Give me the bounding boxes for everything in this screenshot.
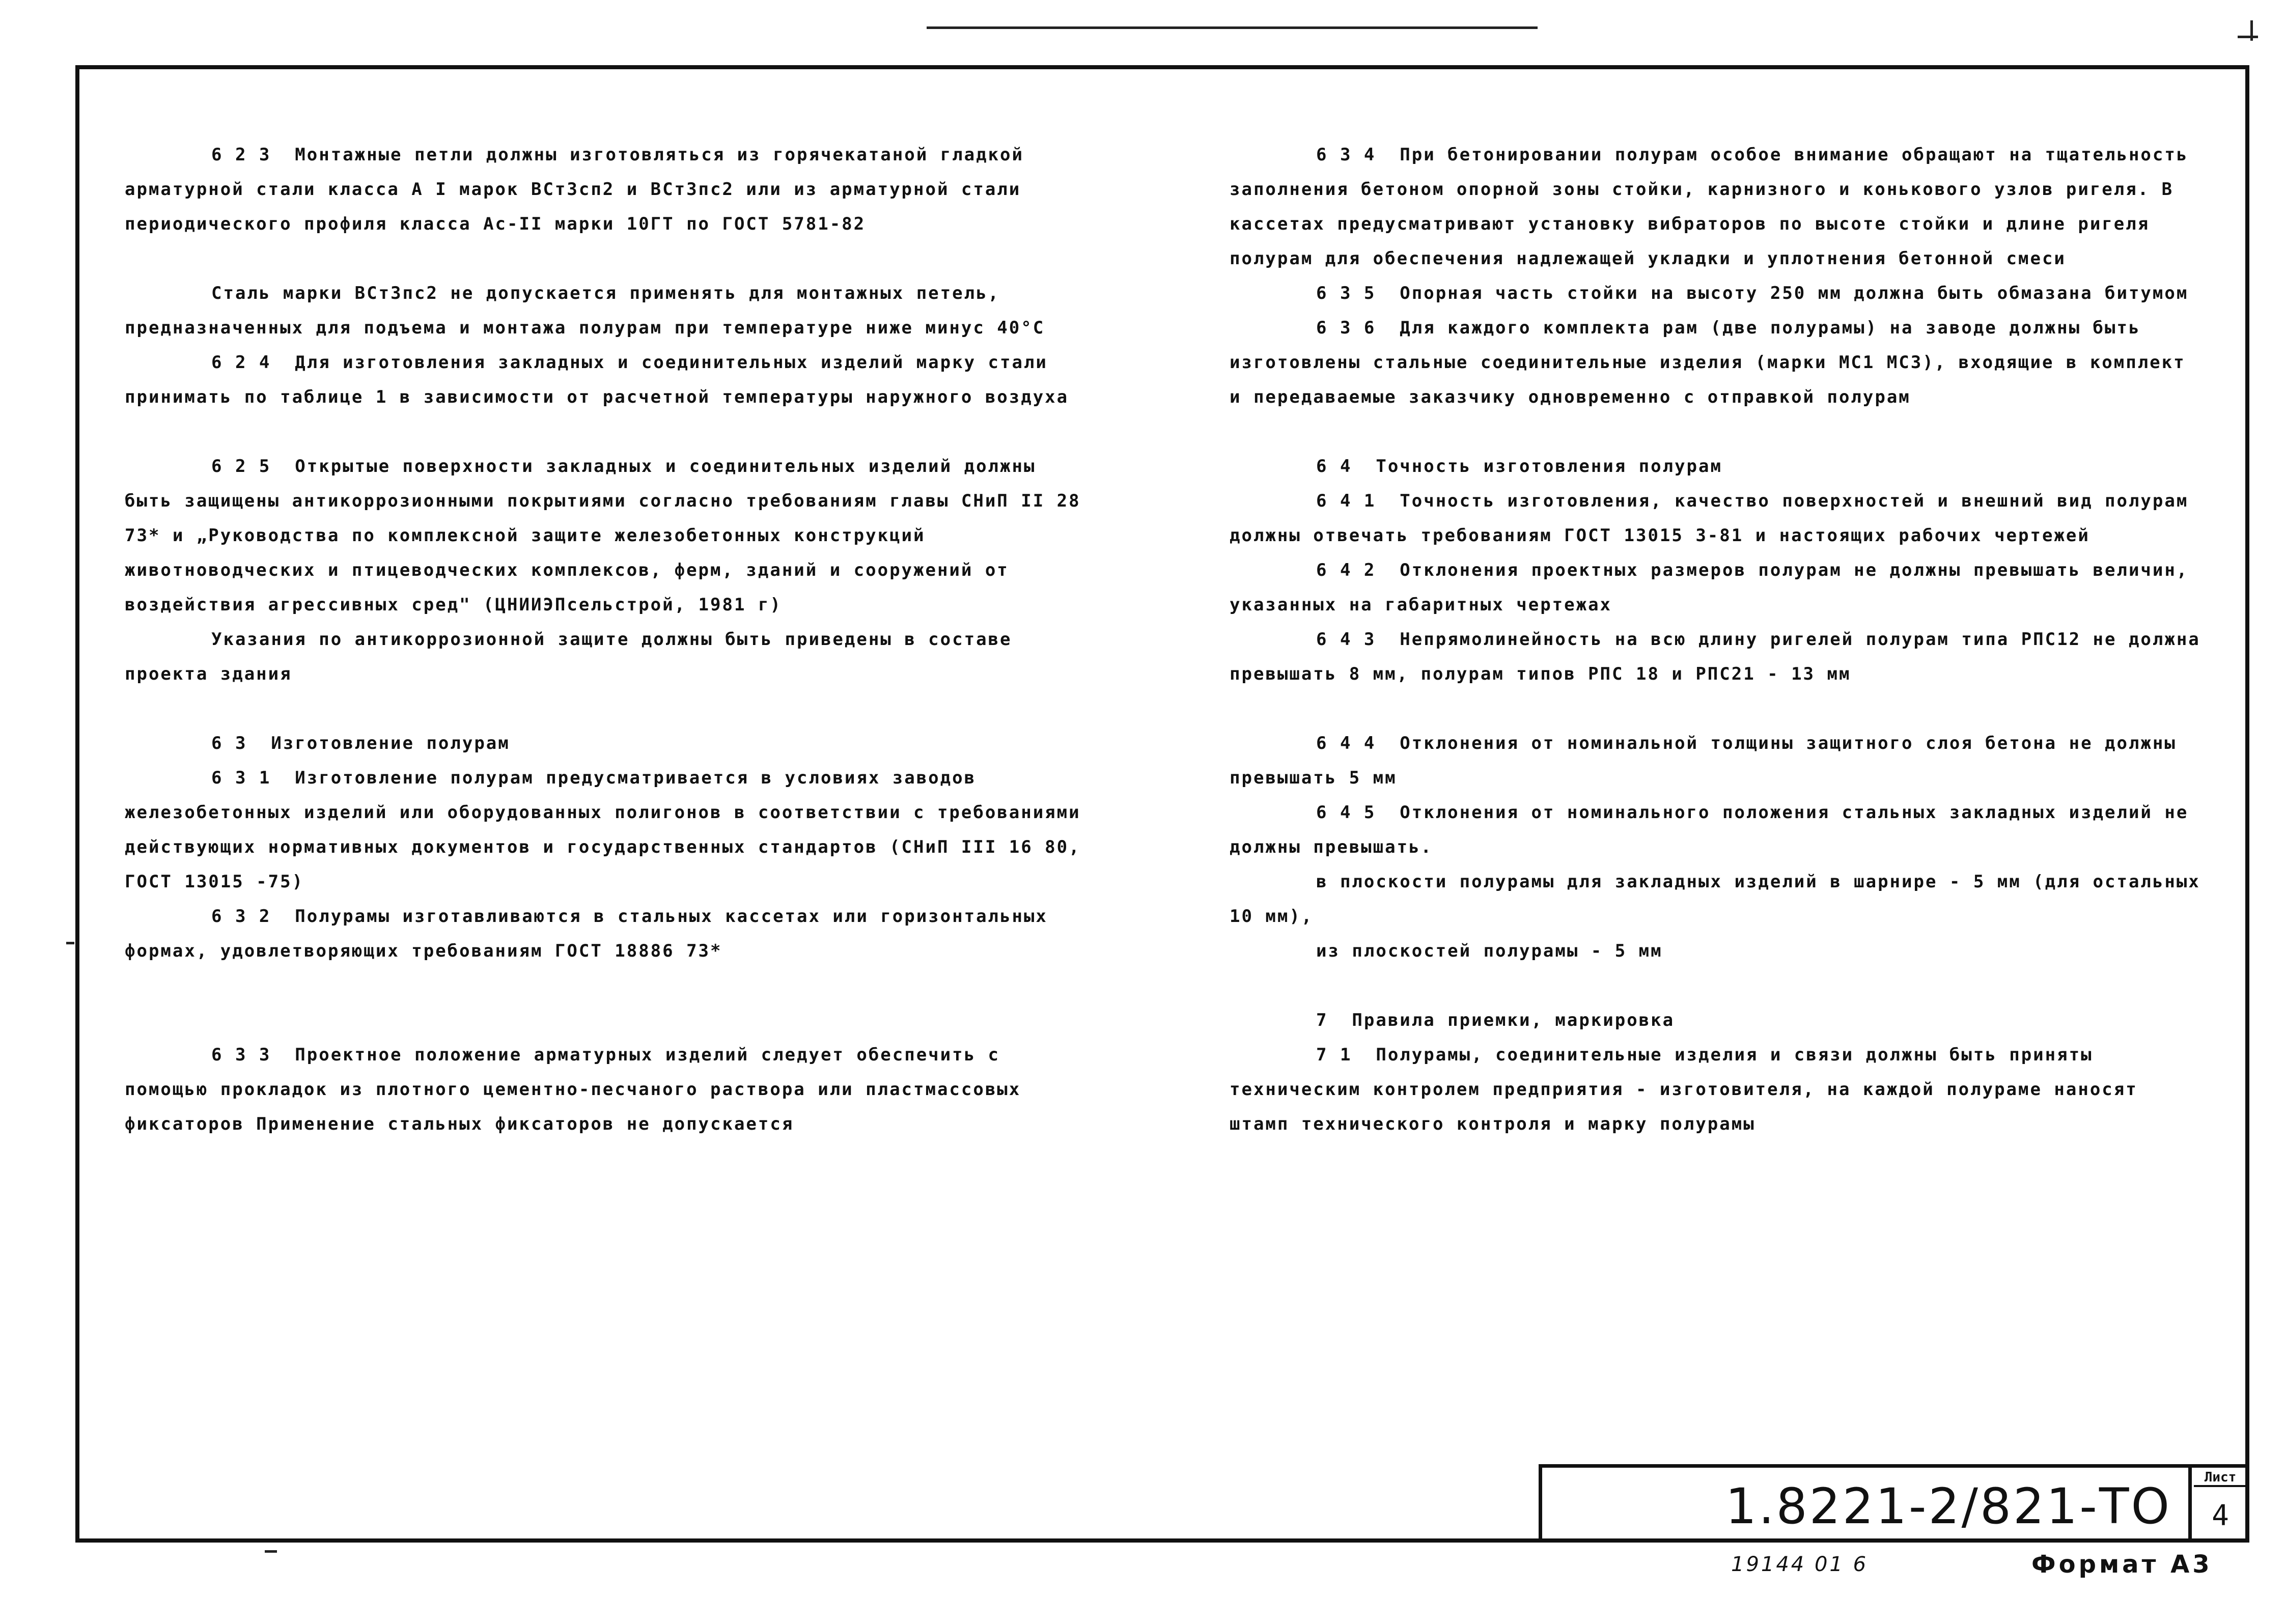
paragraph-spacer (125, 414, 1092, 449)
left-text-column (125, 137, 1092, 1141)
paragraph-spacer (125, 691, 1092, 726)
left-column-paragraph: 6 3 1 Изготовление полурам предусматривается в условиях заводов железобетонных изделий или оборудованных полигонов в соответствии с требованиями действующих нормативных документов и государственных стандартов (СНиП III 16 80, ГОСТ 13015 -75) (125, 768, 1093, 892)
paragraph-spacer (125, 241, 1092, 276)
paragraph-spacer (125, 968, 1092, 1038)
paper-format: Формат А3 (2031, 1550, 2213, 1579)
paragraph-spacer (1230, 414, 2207, 449)
left-column-paragraph: 6 2 4 Для изготовления закладных и соединительных изделий марку стали принимать по таблице 1 в зависимости от расчетной температуры наружного воздуха (125, 352, 1069, 407)
paragraph-spacer (1230, 691, 2207, 726)
right-column-paragraph: из плоскостей полурамы - 5 мм (1316, 941, 1663, 961)
sheet-label: Лист (2194, 1470, 2247, 1487)
right-column-paragraph: 6 3 5 Опорная часть стойки на высоту 250 мм должна быть обмазана битумом (1316, 283, 2189, 303)
right-column-paragraph: 6 4 5 Отклонения от номинального положения стальных закладных изделий не должны превышать. (1230, 802, 2200, 857)
right-text-column (1230, 137, 2213, 1141)
right-column-paragraph: 6 4 1 Точность изготовления, качество поверхностей и внешний вид полурам должны отвечать требованиям ГОСТ 13015 3-81 и настоящих рабочих чертежей (1230, 491, 2200, 546)
left-column-paragraph: 6 2 5 Открытые поверхности закладных и соединительных изделий должны быть защищены антикоррозионными покрытиями согласно требованиям главы СНиП II 28 73* и „Руководства по комплексной защите железобетонных конструкций животноводческих и птицеводческих комплексов, ферм, зданий и сооружений от воздействия агрессивных сред" (ЦНИИЭПсельстрой, 1981 г) (125, 456, 1093, 615)
margin-tick (2250, 20, 2253, 41)
top-rule (927, 26, 1538, 29)
right-column-paragraph: 6 3 6 Для каждого комплекта рам (две полурамы) на заводе должны быть изготовлены стальные соединительные изделия (марки МС1 МС3), входящие в комплект и передаваемые заказчику одновременно с отправкой полурам (1230, 318, 2198, 407)
margin-tick (66, 942, 74, 944)
left-column-paragraph: 6 3 2 Полурамы изготавливаются в стальных кассетах или горизонтальных формах, удовлетворяющих требованиям ГОСТ 18886 73* (125, 906, 1060, 961)
right-column-paragraph: 6 4 3 Непрямолинейность на всю длину ригелей полурам типа РПС12 не должна превышать 8 мм, полурам типов РПС 18 и РПС21 - 13 мм (1230, 629, 2213, 684)
right-column-paragraph: в плоскости полурамы для закладных изделий в шарнире - 5 мм (для остальных 10 мм), (1230, 872, 2213, 927)
left-column-paragraph: 6 3 3 Проектное положение арматурных изделий следует обеспечить с помощью прокладок из плотного цементно-песчаного раствора или пластмассовых фиксаторов Применение стальных фиксаторов не допускается (125, 1045, 1033, 1134)
margin-tick (2238, 36, 2258, 38)
left-column-paragraph: Сталь марки ВСт3пс2 не допускается применять для монтажных петель, предназначенных для подъема и монтажа полурам при температуре ниже минус 40°С (125, 283, 1045, 338)
right-column-paragraph: 6 4 2 Отклонения проектных размеров полурам не должны превышать величин, указанных на габаритных чертежах (1230, 560, 2200, 615)
left-column-paragraph: Указания по антикоррозионной защите должны быть приведены в составе проекта здания (125, 629, 1024, 684)
right-column-paragraph: 7 1 Полурамы, соединительные изделия и связи должны быть приняты техническим контролем предприятия - изготовителя, на каждой полураме наносят штамп технического контроля и марку полурамы (1230, 1045, 2150, 1134)
right-column-paragraph: 6 3 4 При бетонировании полурам особое внимание обращают на тщательность заполнения бетоном опорной зоны стойки, карнизного и конькового узлов ригеля. В кассетах предусматривают установку вибраторов по высоте стойки и длине ригеля полурам для обеспечения надлежащей укладки и уплотнения бетонной смеси (1230, 145, 2200, 269)
sheet-number-box (2188, 1468, 2249, 1543)
right-column-paragraph: 6 4 Точность изготовления полурам (1316, 456, 1722, 477)
left-column-paragraph: 6 3 Изготовление полурам (211, 733, 510, 753)
right-column-paragraph: 7 Правила приемки, маркировка (1316, 1010, 1675, 1030)
right-column-paragraph: 6 4 4 Отклонения от номинальной толщины защитного слоя бетона не должны превышать 5 мм (1230, 733, 2189, 788)
title-block (1539, 1464, 2249, 1543)
left-column-paragraph: 6 2 3 Монтажные петли должны изготовляться из горячекатаной гладкой арматурной стали класса А I марок ВСт3сп2 и ВСт3пс2 или из арматурной стали периодического профиля класса Ас-II марки 10ГТ по ГОСТ 5781-82 (125, 145, 1036, 234)
sheet-number: 4 (2212, 1499, 2229, 1532)
margin-tick (265, 1550, 277, 1553)
paragraph-spacer (1230, 968, 2207, 1003)
document-code: 1.8221-2/821-ТО (1725, 1478, 2172, 1535)
inventory-number: 19144 01 6 (1731, 1553, 1869, 1576)
